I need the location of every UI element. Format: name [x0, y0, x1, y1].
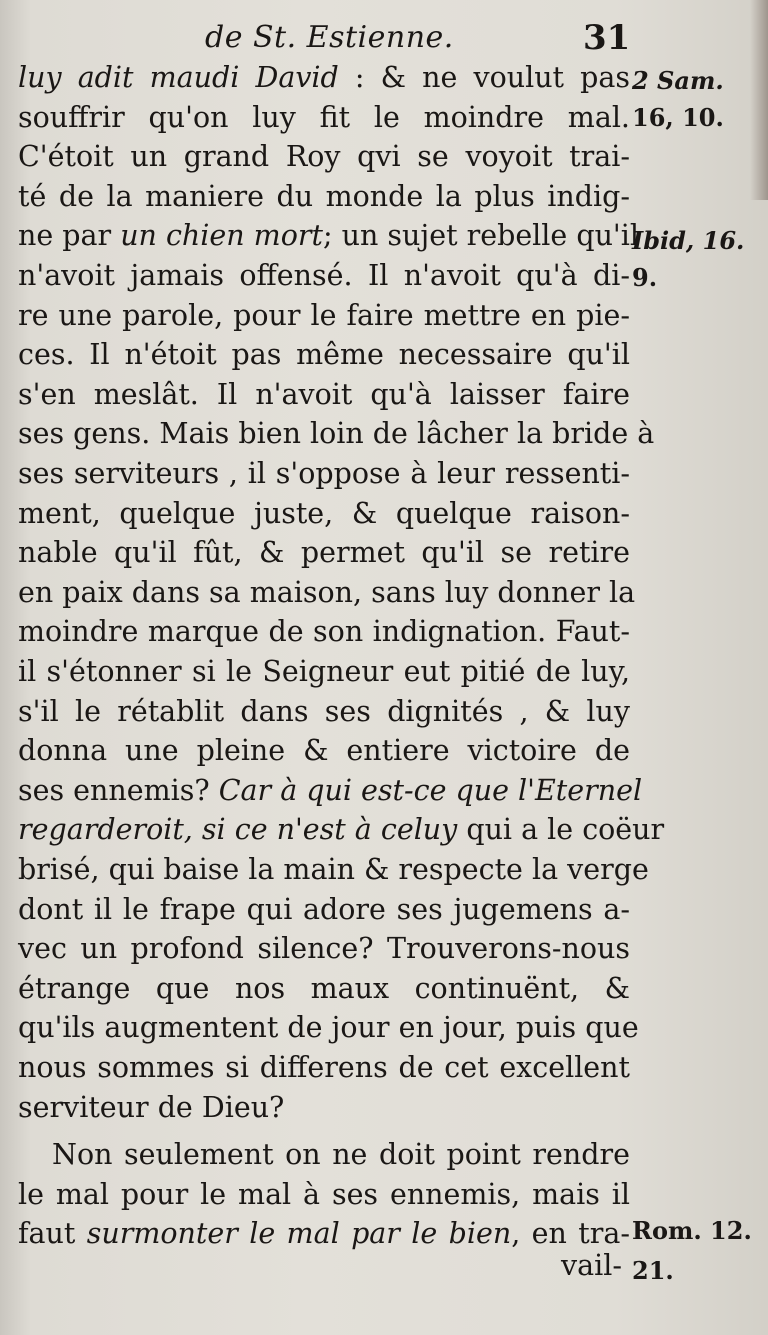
text-segment: Non seulement on ne doit point rendre	[52, 1138, 630, 1172]
text-line	[18, 1008, 639, 1048]
text-segment: serviteur de Dieu?	[18, 1090, 285, 1124]
text-line	[18, 1048, 630, 1088]
text-line	[18, 929, 630, 969]
text-segment: : & ne voulut pas	[338, 61, 630, 94]
text-segment: faut	[18, 1217, 87, 1251]
text-line	[18, 573, 636, 613]
italic-text: luy adit maudi David	[18, 61, 339, 94]
text-segment: ses serviteurs , il s'oppose à leur ressenti-	[18, 457, 630, 490]
text-segment: dont il le frape qui adore ses jugemens a-	[18, 892, 630, 926]
text-segment: nable qu'il fût, & permet qu'il se retire	[18, 536, 630, 570]
margin-note-ibid	[632, 226, 744, 255]
text-segment: ses ennemis?	[18, 773, 219, 807]
text-segment: ment, quelque juste, & quelque raison-	[18, 496, 630, 530]
margin-note-9	[632, 263, 657, 292]
text-line	[18, 810, 665, 850]
margin-note-text: 9.	[632, 263, 658, 292]
text-line	[18, 890, 630, 930]
text-segment: ; un sujet rebelle qu'il	[322, 219, 639, 253]
text-segment: ne par	[18, 219, 121, 253]
text-line	[18, 335, 630, 375]
text-segment: donna une pleine & entiere victoire de	[18, 734, 630, 768]
text-segment: ses gens. Mais bien loin de lâcher la bride à	[18, 417, 655, 451]
text-line	[18, 58, 630, 98]
italic-text: regarderoit, si ce n'est à celuy	[18, 813, 458, 847]
text-line	[18, 731, 630, 771]
text-segment: moindre marque de son indignation. Faut-	[18, 615, 630, 649]
catchword: vail-	[561, 1249, 622, 1282]
page-number: 31	[583, 18, 631, 58]
text-segment: vec un profond silence? Trouverons-nous	[18, 932, 630, 966]
text-segment: s'en meslât. Il n'avoit qu'à laisser faire	[18, 377, 630, 411]
margin-note-text: 2 Sam.	[632, 66, 724, 95]
text-line	[18, 137, 630, 177]
text-line	[18, 414, 655, 454]
text-segment: qui a le coëur	[457, 813, 665, 847]
text-line	[18, 454, 630, 494]
text-line	[18, 850, 649, 890]
margin-note-text: 21.	[632, 1256, 674, 1285]
text-segment: brisé, qui baise la main & respecte la verge	[18, 853, 649, 886]
margin-note-2-sam	[632, 66, 724, 95]
text-segment: re une parole, pour le faire mettre en pie-	[18, 298, 630, 332]
text-segment: en paix dans sa maison, sans luy donner la	[18, 575, 636, 609]
text-line	[18, 177, 630, 217]
text-segment: té de la maniere du monde la plus indig-	[18, 179, 630, 213]
text-line	[18, 771, 643, 811]
text-line	[18, 533, 630, 573]
text-line	[18, 612, 630, 652]
margin-note-rom	[632, 1216, 752, 1245]
margin-note-21	[632, 1256, 674, 1285]
margin-note-text: Rom. 12.	[632, 1216, 752, 1245]
text-line	[18, 296, 630, 336]
text-line	[18, 375, 630, 415]
text-line	[18, 1175, 630, 1215]
text-segment: s'il le rétablit dans ses dignités , & luy	[18, 694, 630, 728]
text-line	[18, 969, 630, 1009]
text-line	[18, 216, 639, 256]
text-segment: il s'étonner si le Seigneur eut pitié de luy,	[18, 655, 630, 688]
italic-text: surmonter le mal par le bien	[86, 1217, 512, 1251]
running-head: de St. Estienne.	[205, 20, 454, 55]
text-line	[18, 494, 630, 534]
italic-text: Car à qui est-ce que l'Eternel	[218, 773, 643, 807]
text-segment: souffrir qu'on luy fit le moindre mal.	[18, 100, 630, 134]
text-segment: nous sommes si differens de cet excellent	[18, 1051, 630, 1084]
text-line	[18, 692, 630, 732]
text-segment: C'étoit un grand Roy qvi se voyoit trai-	[18, 140, 630, 174]
text-line	[18, 1088, 630, 1128]
margin-note-text: Ibid, 16.	[632, 226, 745, 255]
text-segment: étrange que nos maux continuënt, &	[18, 971, 630, 1005]
text-segment: le mal pour le mal à ses ennemis, mais il	[18, 1177, 630, 1211]
text-segment: qu'ils augmentent de jour en jour, puis que	[18, 1011, 639, 1045]
italic-text: un chien mort	[120, 219, 323, 253]
text-line	[18, 652, 630, 692]
text-segment: ces. Il n'étoit pas même necessaire qu'il	[18, 338, 630, 372]
text-segment: , en tra-	[511, 1217, 630, 1251]
text-line	[18, 256, 630, 296]
margin-note-text: 16, 10.	[632, 103, 724, 132]
text-segment: n'avoit jamais offensé. Il n'avoit qu'à di-	[18, 259, 630, 292]
text-line	[18, 98, 630, 138]
margin-note-16-10	[632, 103, 724, 132]
text-line	[18, 1135, 630, 1175]
